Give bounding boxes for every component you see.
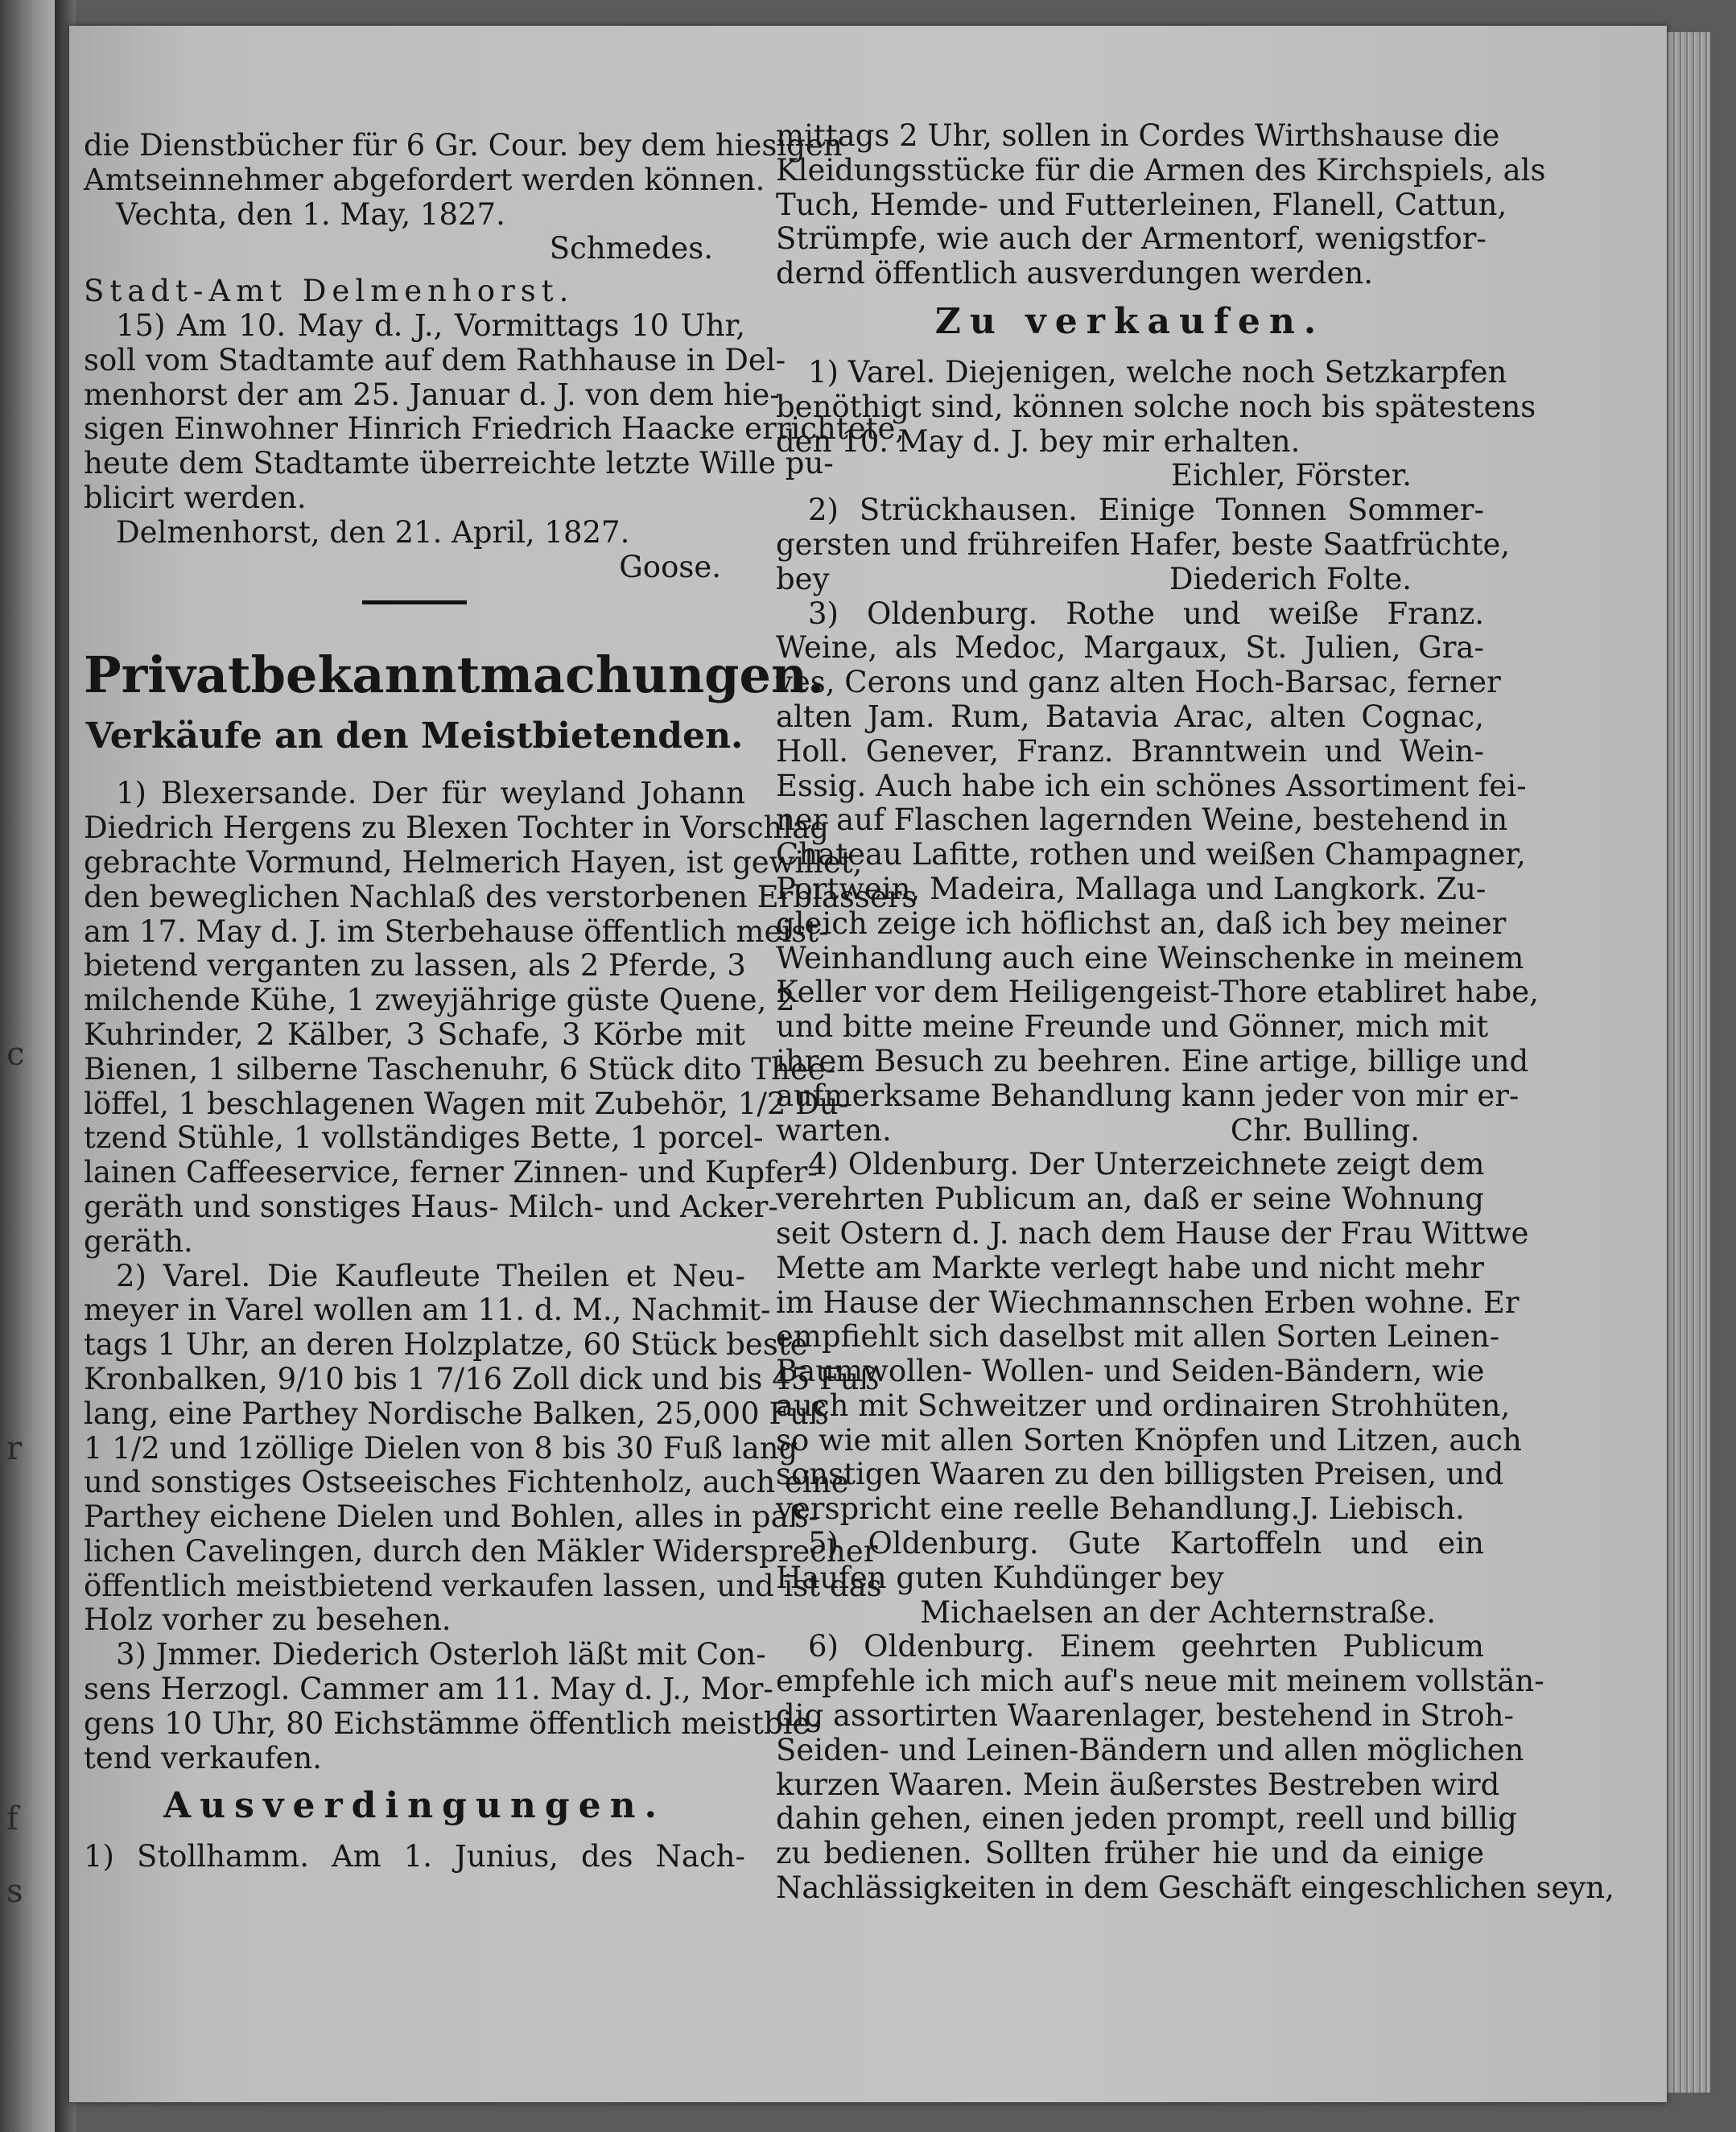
text-line: empfehle ich mich auf's neue mit meinem vollstän- <box>776 1664 1544 1699</box>
signature-line <box>776 563 1484 597</box>
text-line: tend verkaufen. <box>84 1740 323 1775</box>
text-line: verehrten Publicum an, daß er seine Wohnung <box>776 1181 1484 1217</box>
text-line: geräth. <box>84 1223 193 1259</box>
text-line: meyer in Varel wollen am 11. d. M., Nachmit- <box>84 1293 771 1328</box>
signature: Michaelsen an der Achternstraße. <box>920 1594 1436 1630</box>
text-line: gens 10 Uhr, 80 Eichstämme öffentlich meistbie- <box>84 1705 820 1741</box>
text-line: 2) Strückhausen. Einige Tonnen Sommer- <box>808 493 1484 528</box>
text-line: alten Jam. Rum, Batavia Arac, alten Cognac, <box>776 699 1484 734</box>
text-line: löffel, 1 beschlagenen Wagen mit Zubehör, 1/2 Du- <box>84 1086 849 1121</box>
text-line: öffentlich meistbietend verkaufen lassen, und ist das <box>84 1568 882 1603</box>
text-line: dig assortirten Waarenlager, bestehend in Stroh- <box>776 1698 1514 1734</box>
text-line: Chateau Lafitte, rothen und weißen Champagner, <box>776 837 1526 872</box>
text-line: gleich zeige ich höflichst an, daß ich bey meiner <box>776 905 1507 941</box>
text-line: 5) Oldenburg. Gute Kartoffeln und ein <box>808 1526 1484 1561</box>
text-line: Kleidungsstücke für die Armen des Kirchspiels, als <box>776 152 1546 188</box>
text-line: 1 1/2 und 1zöllige Dielen von 8 bis 30 Fuß lang <box>84 1430 798 1466</box>
text-line: heute dem Stadtamte überreichte letzte Wille pu- <box>84 446 834 481</box>
text-line: Nachlässigkeiten in dem Geschäft eingeschlichen seyn, <box>776 1870 1614 1906</box>
text-line: Holz vorher zu besehen. <box>84 1602 452 1638</box>
text-line: gersten und frühreifen Hafer, beste Saatfrüchte, <box>776 526 1511 562</box>
text-line: lang, eine Parthey Nordische Balken, 25,000 Fuß <box>84 1396 829 1431</box>
text-line: 3) Oldenburg. Rothe und weiße Franz. <box>808 596 1484 631</box>
text-line: und sonstiges Ostseeisches Fichtenholz, auch eine <box>84 1465 849 1500</box>
previous-page-fragment: r <box>6 1430 23 1467</box>
text-line: Kronbalken, 9/10 bis 1 7/16 Zoll dick und bis 45 Fuß <box>84 1361 880 1396</box>
text-line: Kuhrinder, 2 Kälber, 3 Schafe, 3 Körbe mit <box>84 1017 745 1052</box>
text-line: benöthigt sind, können solche noch bis spätestens <box>776 389 1536 424</box>
signature-line <box>776 1492 1484 1527</box>
text-line: Tuch, Hemde- und Futterleinen, Flanell, Cattun, <box>776 187 1507 222</box>
text-line: 3) Jmmer. Diederich Osterloh läßt mit Con- <box>116 1637 766 1672</box>
text-line: ves, Cerons und ganz alten Hoch-Barsac, ferner <box>776 665 1501 700</box>
text-line: Baumwollen- Wollen- und Seiden-Bändern, wie <box>776 1354 1485 1389</box>
text-line: auch mit Schweitzer und ordinairen Strohhüten, <box>776 1388 1511 1423</box>
text-line: sigen Einwohner Hinrich Friedrich Haacke errichtete, <box>84 411 905 447</box>
text-line: im Hause der Wiechmannschen Erben wohne. Er <box>776 1285 1520 1320</box>
text-line: empfiehlt sich daselbst mit allen Sorten Leinen- <box>776 1319 1500 1355</box>
text-line: Vechta, den 1. May, 1827. <box>116 196 505 232</box>
text-line: den beweglichen Nachlaß des verstorbenen Erblassers <box>84 879 917 914</box>
text-line: tags 1 Uhr, an deren Holzplatze, 60 Stück beste <box>84 1327 808 1363</box>
text-line: den 10. May d. J. bey mir erhalten. <box>776 423 1301 459</box>
text-line: 6) Oldenburg. Einem geehrten Publicum <box>808 1629 1484 1664</box>
text-line: ner auf Flaschen lagernden Weine, bestehend in <box>776 802 1508 838</box>
text-line: Holl. Genever, Franz. Branntwein und Wein- <box>776 733 1484 769</box>
signature: Schmedes. <box>549 231 713 266</box>
section-divider <box>362 600 467 604</box>
text-line: Seiden- und Leinen-Bändern und allen möglichen <box>776 1732 1524 1767</box>
signature: Goose. <box>619 549 721 584</box>
previous-page-fragment: c <box>6 1036 25 1073</box>
previous-page-fragment: f <box>6 1800 19 1837</box>
sub-heading: Ausverdingungen. <box>163 1785 666 1827</box>
text-line: kurzen Waaren. Mein äußerstes Bestreben wird <box>776 1767 1500 1802</box>
text-line: 1) Varel. Diejenigen, welche noch Setzkarpfen <box>808 354 1507 390</box>
text-line: menhorst der am 25. Januar d. J. von dem hie- <box>84 377 780 412</box>
section-heading: Stadt-Amt Delmenhorst. <box>84 274 575 309</box>
text-line: 4) Oldenburg. Der Unterzeichnete zeigt dem <box>808 1147 1485 1182</box>
text-line: geräth und sonstiges Haus- Milch- und Acker- <box>84 1189 778 1224</box>
text-line: Bienen, 1 silberne Taschenuhr, 6 Stück dito Thee- <box>84 1051 836 1087</box>
text-line: lainen Caffeeservice, ferner Zinnen- und Kupfer- <box>84 1155 818 1190</box>
signature: Chr. Bulling. <box>1230 1112 1420 1148</box>
text-line: lichen Cavelingen, durch den Mäkler Widersprecher <box>84 1533 878 1569</box>
text-line: aufmerksame Behandlung kann jeder von mir er- <box>776 1078 1520 1113</box>
text-line: sens Herzogl. Cammer am 11. May d. J., Mor- <box>84 1672 773 1707</box>
text-line: am 17. May d. J. im Sterbehause öffentlich meist- <box>84 913 829 949</box>
text-line: mittags 2 Uhr, sollen in Cordes Wirthshause die <box>776 118 1500 153</box>
text-line: Diedrich Hergens zu Blexen Tochter in Vorschlag <box>84 810 829 846</box>
text-line: Parthey eichene Dielen und Bohlen, alles in paß- <box>84 1499 819 1535</box>
signature: Eichler, Förster. <box>1170 458 1412 493</box>
signature: Diederich Folte. <box>1169 561 1412 596</box>
sub-heading: Zu verkaufen. <box>934 300 1326 342</box>
text-line: 1) Blexersande. Der für weyland Johann <box>116 776 745 811</box>
text-line: dernd öffentlich ausverdungen werden. <box>776 256 1373 291</box>
text-line: gebrachte Vormund, Helmerich Hayen, ist gewillet, <box>84 844 863 880</box>
text-line: und bitte meine Freunde und Gönner, mich mit <box>776 1009 1489 1045</box>
text-line: sonstigen Waaren zu den billigsten Preisen, und <box>776 1457 1504 1492</box>
text-line: blicirt werden. <box>84 480 307 515</box>
right-column <box>776 118 1614 1906</box>
text-line: soll vom Stadtamte auf dem Rathhause in Del- <box>84 342 786 377</box>
text-line: bietend verganten zu lassen, als 2 Pferde, 3 <box>84 948 746 984</box>
text-line: 1) Stollhamm. Am 1. Junius, des Nach- <box>84 1839 745 1874</box>
main-heading: Privatbekanntmachungen. <box>84 645 825 705</box>
text-line: Weine, als Medoc, Margaux, St. Julien, Gra- <box>776 630 1484 666</box>
text-line: tzend Stühle, 1 vollständiges Bette, 1 porcel- <box>84 1120 764 1156</box>
text-line: Amtseinnehmer abgefordert werden können. <box>84 162 765 197</box>
text-fragment: warten. <box>776 1112 892 1148</box>
text-line: milchende Kühe, 1 zweyjährige güste Quene, 2 <box>84 983 795 1018</box>
sub-heading: Verkäufe an den Meistbietenden. <box>85 715 744 757</box>
text-line: so wie mit allen Sorten Knöpfen und Litzen, auch <box>776 1422 1522 1458</box>
text-line: 2) Varel. Die Kaufleute Theilen et Neu- <box>116 1258 745 1293</box>
text-line: Essig. Auch habe ich ein schönes Assortiment fei- <box>776 768 1527 803</box>
text-line: ihrem Besuch zu beehren. Eine artige, billige und <box>776 1043 1529 1078</box>
text-line: Weinhandlung auch eine Weinschenke in meinem <box>776 940 1524 975</box>
text-line: Mette am Markte verlegt habe und nicht mehr <box>776 1250 1484 1285</box>
previous-page-edge <box>0 0 63 2132</box>
text-line: Keller vor dem Heiligengeist-Thore etabliret habe, <box>776 975 1539 1010</box>
text-line: 15) Am 10. May d. J., Vormittags 10 Uhr, <box>116 307 745 343</box>
text-line: seit Ostern d. J. nach dem Hause der Frau Wittwe <box>776 1215 1529 1251</box>
text-fragment: bey <box>776 561 830 596</box>
text-line: zu bedienen. Sollten früher hie und da einige <box>776 1836 1484 1871</box>
text-fragment: verspricht eine reelle Behandlung. <box>776 1491 1301 1527</box>
signature-line <box>776 1114 1484 1148</box>
text-line: dahin gehen, einen jeden prompt, reell und billig <box>776 1801 1517 1837</box>
text-line: die Dienstbücher für 6 Gr. Cour. bey dem hiesigen <box>84 128 843 163</box>
text-line: Strümpfe, wie auch der Armentorf, wenigstfor- <box>776 221 1487 257</box>
text-line: Portwein, Madeira, Mallaga und Langkork. Zu- <box>776 871 1487 906</box>
signature: J. Liebisch. <box>1300 1491 1465 1527</box>
text-line: Haufen guten Kuhdünger bey <box>776 1560 1224 1595</box>
text-line: Delmenhorst, den 21. April, 1827. <box>116 514 630 550</box>
previous-page-fragment: s <box>6 1873 23 1910</box>
